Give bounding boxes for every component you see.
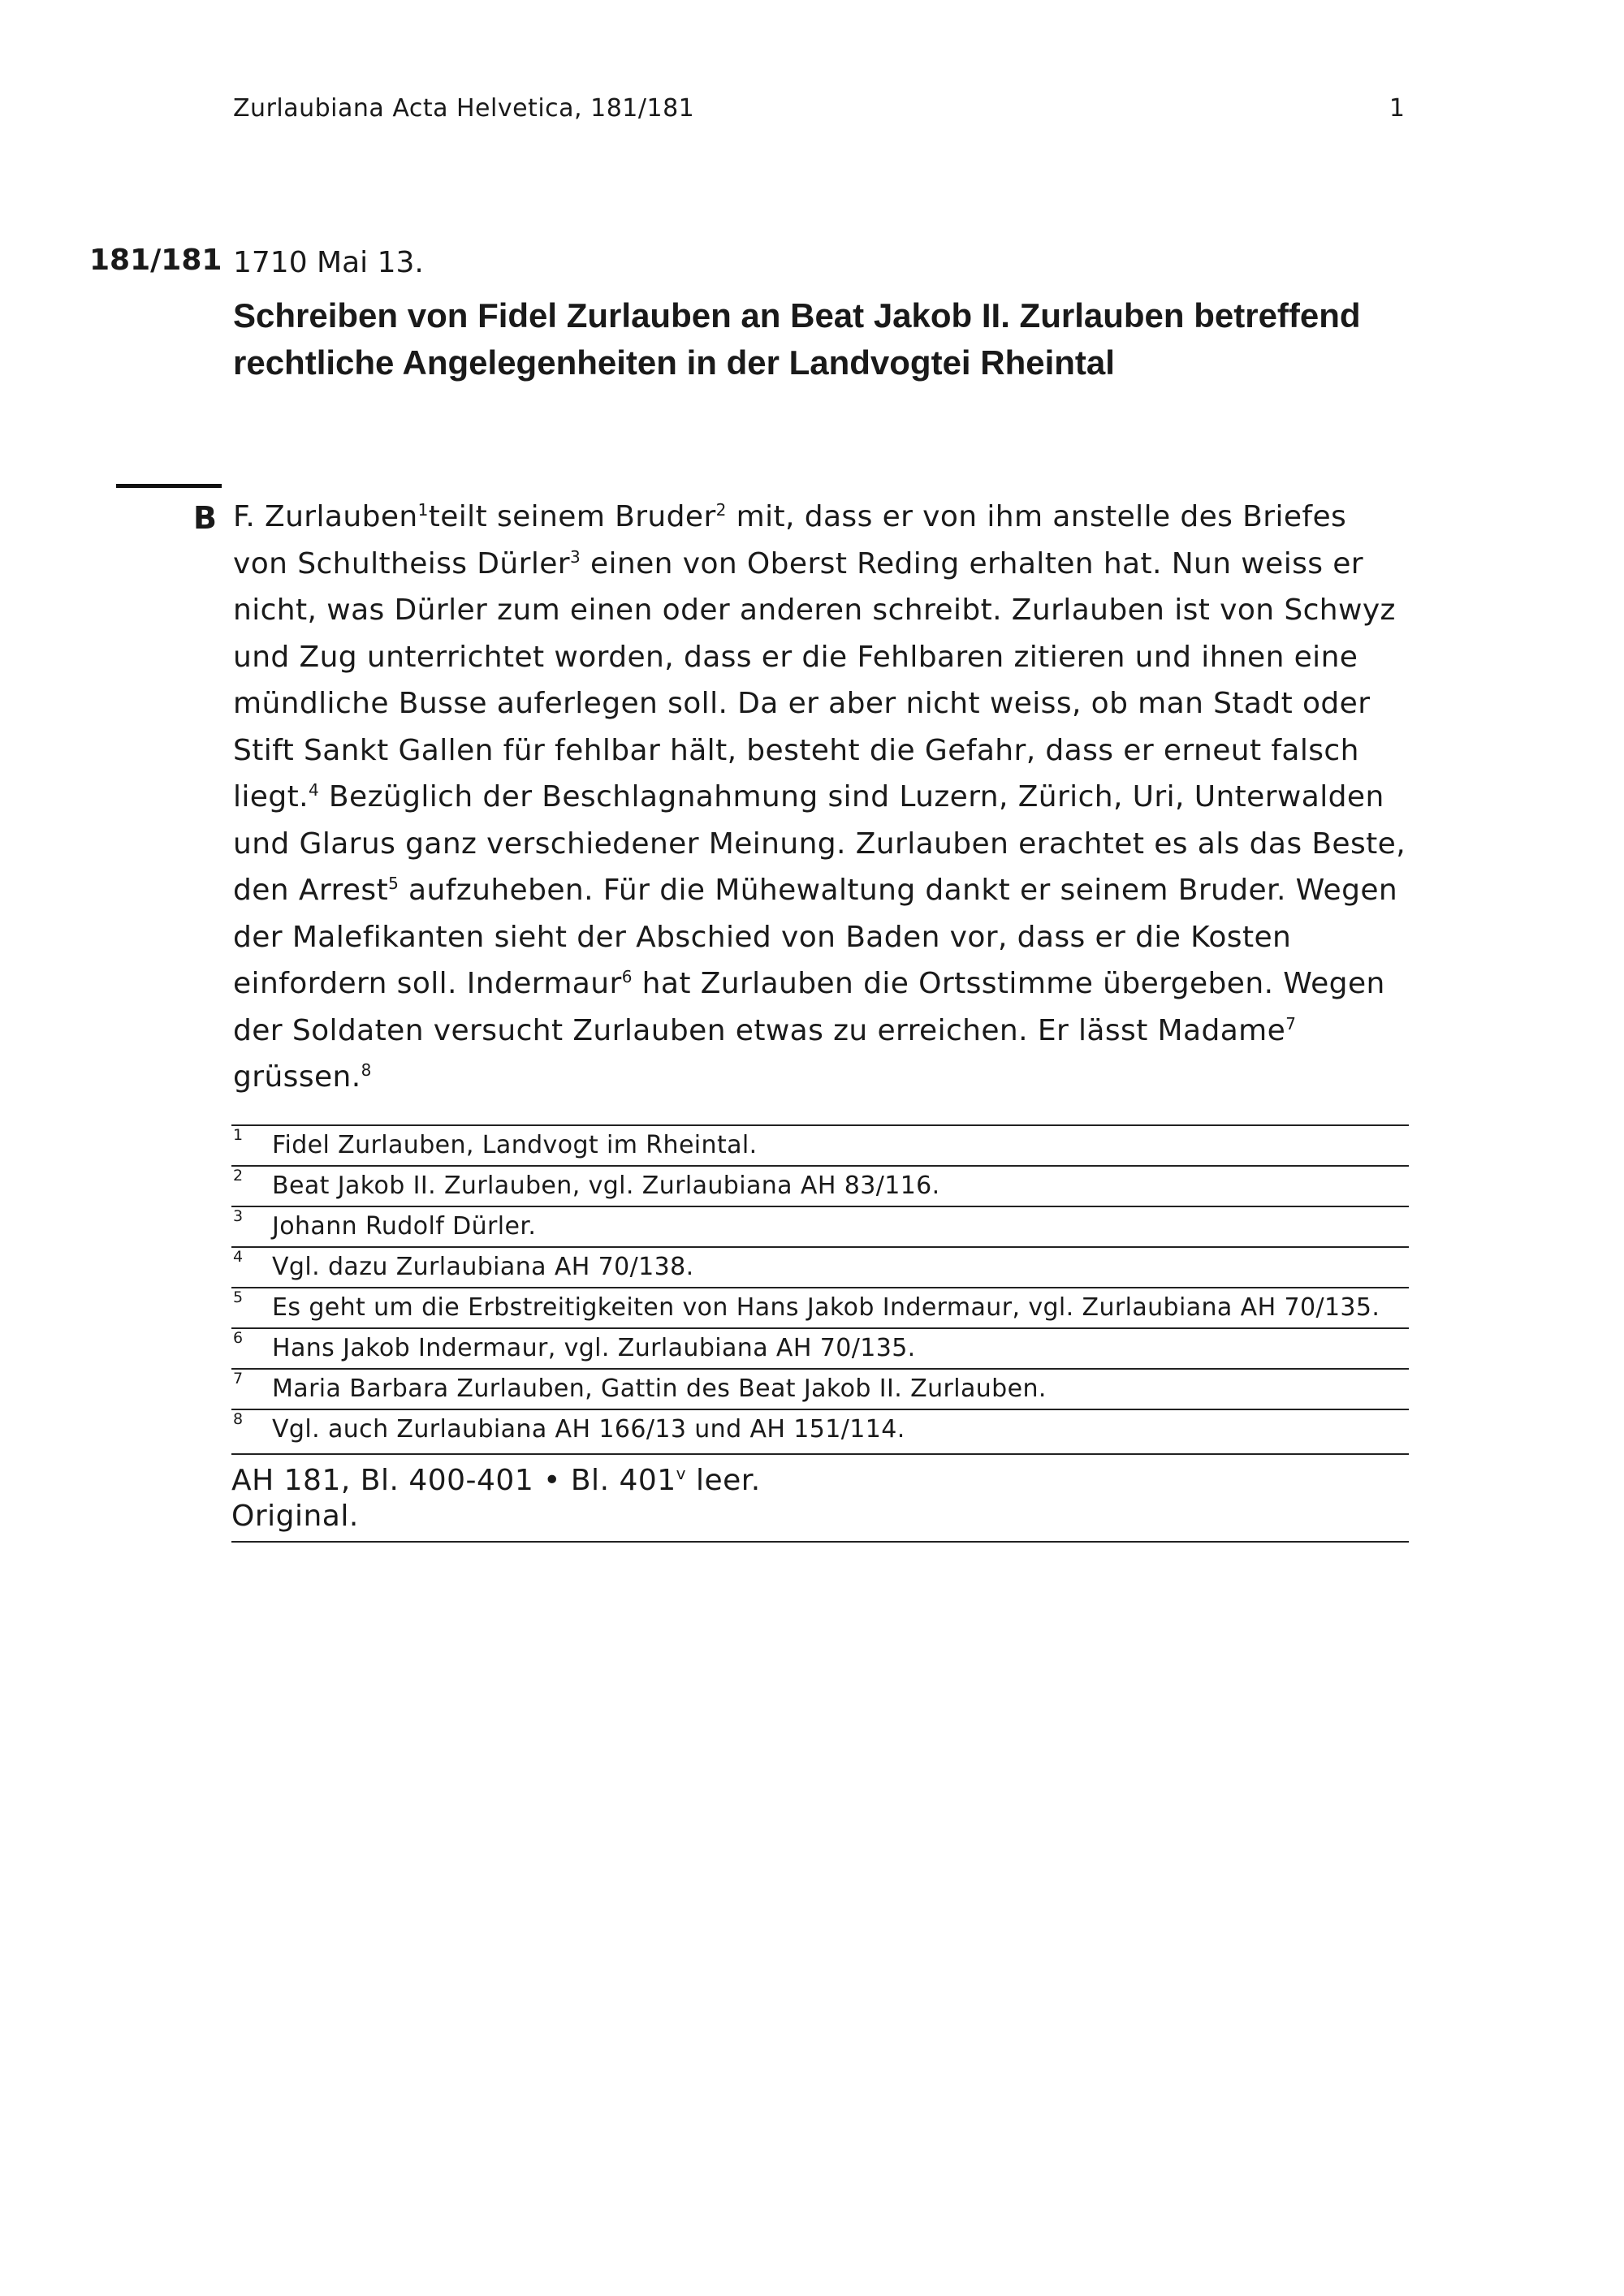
footnote-text: Johann Rudolf Dürler. [272,1212,537,1241]
footnote-number: 6 [233,1329,244,1347]
footnote-ref[interactable]: 7 [1285,1013,1297,1034]
footnote-number: 5 [233,1288,244,1306]
footnote-ref[interactable]: 6 [621,967,633,986]
document-date: 1710 Mai 13. [233,246,424,279]
footnote-row [231,1409,1409,1449]
margin-rule [116,484,222,488]
regest-segment: einen von Oberst Reding erhalten hat. Nun weiss er nicht, was Dürler zum einen oder anderen schreibt. Zurlauben ist von Schwyz und Zug unterrichtet worden, dass er die Fehlbaren zitieren und ihnen eine mündliche Busse auferlegen soll. Da er aber nicht weiss, ob man Stadt oder Stift Sankt Gallen für fehlbar hält, besteht die Gefahr, dass er erneut falsch liegt. [233,546,1396,814]
footnote-number: 1 [233,1126,244,1144]
regest-segment: Bezüglich der Beschlagnahmung sind Luzern, Zürich, Uri, Unterwalden und Glarus ganz verschiedener Meinung. Zurlauben erachtet es als das Beste, den Arrest [233,780,1406,907]
footnote-ref[interactable]: 2 [715,500,727,520]
footnotes-table [231,1124,1409,1449]
regest-segment: hat Zurlauben die Ortsstimme übergeben. Wegen der Soldaten versucht Zurlauben etwas zu erreichen. Er lässt Madame [233,967,1385,1047]
document-title: Schreiben von Fidel Zurlauben an Beat Jakob II. Zurlauben betreffend rechtliche Angelegenheiten in der Landvogtei Rheintal [233,296,1361,382]
regest-segment: aufzuheben. Für die Mühewaltung dankt er seinem Bruder. Wegen der Malefikanten sieht der Abschied von Baden vor, dass er die Kosten einfordern soll. Indermaur [233,874,1398,1000]
footnote-row [231,1327,1409,1368]
footnote-row [231,1287,1409,1327]
footnote-row [231,1246,1409,1287]
footnote-text: Fidel Zurlauben, Landvogt im Rheintal. [272,1131,758,1159]
footnote-ref[interactable]: 5 [388,874,400,893]
document-number: 181/181 [89,244,222,277]
footnote-row [231,1206,1409,1246]
footnote-ref[interactable]: 4 [308,780,320,800]
running-head: Zurlaubiana Acta Helvetica, 181/181 [233,94,695,123]
footnote-row [231,1368,1409,1409]
source-ref-tail: leer. [686,1464,761,1497]
margin-marker: B [193,500,217,536]
footnote-number: 8 [233,1410,244,1428]
source-ref-text: AH 181, Bl. 400-401 • Bl. 401 [231,1464,676,1497]
regest-segment: teilt seinem Bruder [428,500,716,533]
regest-segment: F. Zurlauben [233,500,418,533]
footnote-text: Vgl. dazu Zurlaubiana AH 70/138. [272,1253,694,1281]
footnote-number: 3 [233,1207,244,1225]
footnote-ref[interactable]: 3 [570,546,581,567]
footnote-text: Vgl. auch Zurlaubiana AH 166/13 und AH 151/114. [272,1415,905,1444]
source-note [231,1453,1409,1543]
page-number: 1 [1389,94,1405,123]
regest-text [233,494,1410,1101]
footnote-ref[interactable]: 1 [417,500,429,520]
footnote-text: Beat Jakob II. Zurlauben, vgl. Zurlaubiana AH 83/116. [272,1172,940,1200]
source-reference [231,1463,1409,1499]
footnote-row [231,1165,1409,1206]
footnote-number: 4 [233,1248,244,1266]
footnote-text: Hans Jakob Indermaur, vgl. Zurlaubiana AH 70/135. [272,1334,916,1362]
footnote-number: 2 [233,1167,244,1185]
regest-segment: grüssen. [233,1060,361,1094]
verso-mark: v [676,1464,687,1483]
footnote-row [231,1124,1409,1165]
source-type: Original. [231,1500,359,1533]
regest-segment: mit, dass er von ihm anstelle des Briefes von Schultheiss Dürler [233,500,1347,580]
footnote-text: Maria Barbara Zurlauben, Gattin des Beat Jakob II. Zurlauben. [272,1375,1047,1403]
footnote-number: 7 [233,1370,244,1388]
footnote-ref[interactable]: 8 [361,1060,372,1080]
footnote-text: Es geht um die Erbstreitigkeiten von Hans Jakob Indermaur, vgl. Zurlaubiana AH 70/135. [272,1293,1380,1322]
